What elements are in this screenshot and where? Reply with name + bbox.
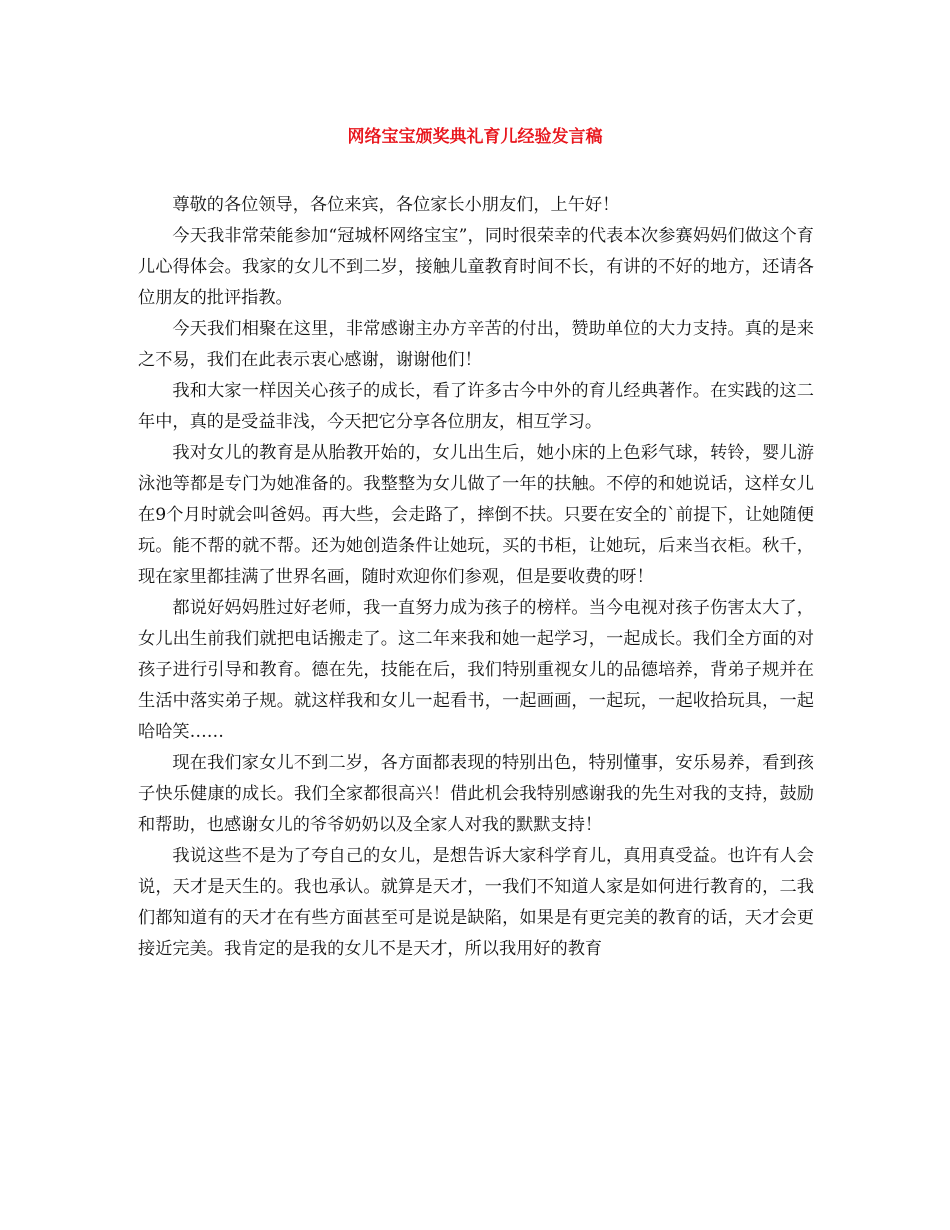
- paragraph: 今天我们相聚在这里，非常感谢主办方辛苦的付出，赞助单位的大力支持。真的是来之不易，我们在此表示衷心感谢，谢谢他们！: [138, 319, 814, 370]
- paragraph: 都说好妈妈胜过好老师，我一直努力成为孩子的榜样。当今电视对孩子伤害太大了，女儿出生前我们就把电话搬走了。这二年来我和她一起学习，一起成长。我们全方面的对孩子进行引导和教育。德在先，技能在后，我们特别重视女儿的品德培养，背弟子规并在生活中落实弟子规。就这样我和女儿一起看书，一起画画，一起玩，一起收拾玩具，一起哈哈笑……: [138, 598, 814, 742]
- paragraph: 今天我非常荣能参加“冠城杯网络宝宝”，同时很荣幸的代表本次参赛妈妈们做这个育儿心得体会。我家的女儿不到二岁，接触儿童教育时间不长，有讲的不好的地方，还请各位朋友的批评指教。: [138, 226, 814, 308]
- paragraph: 尊敬的各位领导，各位来宾，各位家长小朋友们，上午好！: [172, 195, 620, 215]
- paragraph: 现在我们家女儿不到二岁，各方面都表现的特别出色，特别懂事，安乐易养，看到孩子快乐健康的成长。我们全家都很高兴！借此机会我特别感谢我的先生对我的支持，鼓励和帮助，也感谢女儿的爷爷奶奶以及全家人对我的默默支持！: [138, 753, 814, 835]
- document-body: [138, 190, 814, 965]
- paragraph: 我说这些不是为了夸自己的女儿，是想告诉大家科学育儿，真用真受益。也许有人会说，天才是天生的。我也承认。就算是天才，一我们不知道人家是如何进行教育的，二我们都知道有的天才在有些方面甚至可是说是缺陷，如果是有更完美的教育的话，天才会更接近完美。我肯定的是我的女儿不是天才，所以我用好的教育: [138, 846, 814, 959]
- document-title: 网络宝宝颁奖典礼育儿经验发言稿: [347, 127, 603, 147]
- paragraph: 我对女儿的教育是从胎教开始的，女儿出生后，她小床的上色彩气球，转铃，婴儿游泳池等都是专门为她准备的。我整整为女儿做了一年的扶触。不停的和她说话，这样女儿在9个月时就会叫爸妈。再大些，会走路了，摔倒不扶。只要在安全的`前提下，让她随便玩。能不帮的就不帮。还为她创造条件让她玩，买的书柜，让她玩，后来当衣柜。秋千，现在家里都挂满了世界名画，随时欢迎你们参观，但是要收费的呀！: [138, 443, 814, 587]
- paragraph: 我和大家一样因关心孩子的成长，看了许多古今中外的育儿经典著作。在实践的这二年中，真的是受益非浅，今天把它分享各位朋友，相互学习。: [138, 381, 814, 432]
